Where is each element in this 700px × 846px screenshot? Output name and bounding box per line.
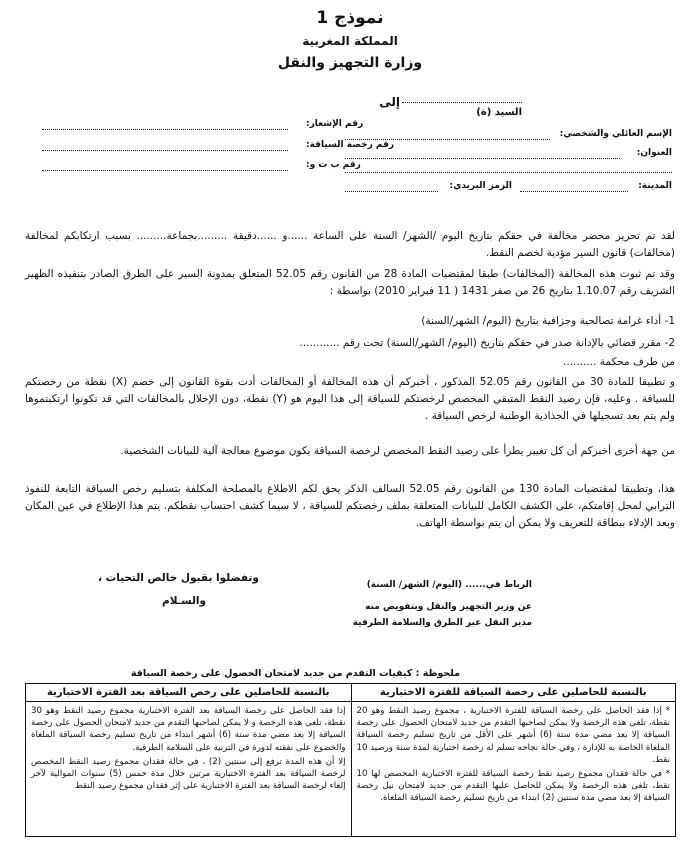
kingdom-title: المملكة المغربية [302, 34, 398, 48]
retest-conditions-table [25, 683, 676, 837]
field-id-line [42, 170, 288, 171]
field-city-label: المدينة: [638, 181, 672, 191]
field-address-label: العنوان: [636, 148, 672, 158]
list-item-2: 2- مقرر قضائي بالإدانة صدر في حقكم بتاريخ (اليوم/ الشهر/السنة) تحت رقم ............ [299, 337, 675, 349]
field-city-line [520, 191, 628, 192]
field-postal-label: الرمز البريدي: [449, 181, 512, 191]
form-number: نموذج 1 [316, 8, 384, 28]
paragraph-2: وقد تم ثبوت هذه المخالفة (المخالفات) طبقا لمقتضيات المادة 28 من القانون رقم 52.05 المتعلق بمدونة السير على الطرق الصادر بتنفيذه الظهير الشريف رقم 1.10.07 بتاريخ 26 من صفر 1431 ( 11 فبراير 2010) بواسطة : [25, 268, 675, 297]
column-post-probation-header: بالنسبة للحاصلين على رخص السياقة بعد الفترة الاختبارية [26, 684, 351, 702]
closing-salam: والسـلام [162, 595, 207, 607]
column-probationary-header: بالنسبة للحاصلين على رخصة السياقة للفترة الاختبارية [352, 684, 676, 702]
field-notice-label: رقم الإشعار: [306, 119, 364, 129]
field-address-line [345, 158, 620, 159]
post-probation-para-2: إلا أن هذه المدة ترفع إلى سنتين (2) ، في حالة فقدان مجموع رصيد النقط المخصص لرخصة السياقة بعد الفترة الاختبارية مرتين خلال مدة خمس (5) سنوات الموالية لآخر إلغاء لرخصة السياقة بعد الفترة الاختبارية على إثر فقدان مجموع رصيد النقط [31, 756, 346, 792]
paragraph-5: هذا، وتطبيقا لمقتضيات المادة 130 من القانون رقم 52.05 السالف الذكر يحق لكم الاطلاع بالمصلحة المكلفة بتسليم رخص السياقة التابعة للنفوذ الترابي لمحل إقامتكم، على الكشف الكامل للبيانات المتعلقة بملف رخصتكم للسياقة ، لا سيما كشف احتساب نقطكم. يتم هذا الإطلاع في عين المكان وبعد الإدلاء ببطاقة للتعريف ولا يمكن أن يتم بواسطة الهاتف. [25, 483, 675, 529]
probationary-para-1: * إذا فقد الحاصل على رخصة السياقة للفترة الاختبارية ، مجموع رصيد النقط وهو 20 نقطة، تلغى هذه الرخصة ولا يمكن لصاحبها التقدم من جديد لامتحان الحصول على رخصة السياقة إلا بعد مضي مدة ستة (6) أشهر على الأقل من تاريخ تسليم رخصة السياقة الملغاة الخاصة به للإدارة ، وفي حالة نجاحه تسلم له رخصة اختبارية لمدة سنة ورصيد 10 نقط. [356, 706, 670, 765]
field-postal-line [345, 191, 438, 192]
signature-line-2: مدير النقل عبر الطرق والسلامة الطرقية [352, 618, 532, 628]
list-item-1: 1- أداء غرامة تصالحية وجزافية بتاريخ (اليوم/ الشهر/السنة) [421, 315, 675, 327]
probationary-para-2: * في حالة فقدان مجموع رصيد نقط رخصة السياقة للفترة الاختبارية المخصص لها 10 نقط، تلغى هذه الرخصة ولا يمكن للحاصل عليها التقدم من جديد لامتحان نيل رخصة السياقة إلا بعد مضي مدة سنتين (2) ابتداء من تاريخ تسليم رخصة السياقة الملغاة. [356, 769, 670, 804]
field-fullname-label: الإسم العائلي والشخصي: [559, 129, 672, 139]
paragraph-4: من جهة أخرى أخبركم أن كل تغيير يطرأ على رصيد النقط المخصص لرخصة السياقة يكون موضوع معالجة آلية للبيانات الشخصية. [120, 445, 675, 457]
note-title: ملحوظة : كيفيات التقدم من جديد لامتحان الحصول على رخصة السياقة [130, 668, 460, 679]
addressee-dots [402, 102, 522, 103]
column-probationary [351, 684, 676, 836]
field-id-label: رقم ب ت و: [306, 160, 361, 170]
post-probation-para-1: إذا فقد الحاصل على رخصة السياقة بعد الفترة الاختبارية مجموع رصيد النقط وهو 30 نقطة، تلغى هذه الرخصة و لا يمكن لصاحبها التقدم من جديد لامتحان الحصول على رخصة السياقة إلا بعد مضي مدة ستة (6) أشهر ابتداء من تاريخ تسليم رخصة السياقة الملغاة والخضوع على نفقته لدورة في التربية على السلامة الطرقية. [31, 706, 346, 753]
paragraph-3: و تطبيقا للمادة 30 من القانون رقم 52.05 المذكور ، أخبركم أن هذه المخالفة أو المخالفات أدت بقوة القانون إلى خصم (X) نقطة من رخصتكم للسياقة . وعليه، فإن رصيد النقط المتبقي المخصص لرخصتكم للسياقة إلى هذا اليوم هو (Y) نقطة، دون الإخلال بالمخالفات التي قد تكونوا ارتكبتموها ولم يتم بعد تسجيلها في الجذاذية الوطنية لرخص السياقة . [25, 376, 676, 422]
field-license-label: رقم رخصة السياقة: [306, 140, 395, 150]
paragraph-1: لقد تم تحرير محضر مخالفة في حقكم بتاريخ اليوم /الشهر/ السنة على الساعة ......و ......دقيقة .........بجماعة......... بسبب ارتكابكم لمخالفة (مخالفات) قانون السير مؤدية لخصم النقط. [25, 230, 675, 259]
ministry-title: وزارة التجهيز والنقل [277, 55, 423, 71]
list-item-2-court: من طرف محكمة .......... [563, 356, 675, 368]
field-notice-line [42, 129, 288, 130]
signature-line-1: عن وزير التجهيز والنقل وبتفويض منه [365, 602, 532, 612]
field-address-line-2 [345, 172, 672, 173]
addressee-to: إلى [379, 95, 400, 109]
addressee-mr: السيد (ة) [476, 107, 522, 118]
closing-greeting: وتفضلوا بقبول خالص التحيات ، [98, 572, 259, 584]
signature-date: الرباط في...... (اليوم/ الشهر/ السنة) [366, 580, 532, 590]
column-post-probation [26, 684, 351, 836]
field-license-line [42, 150, 288, 151]
